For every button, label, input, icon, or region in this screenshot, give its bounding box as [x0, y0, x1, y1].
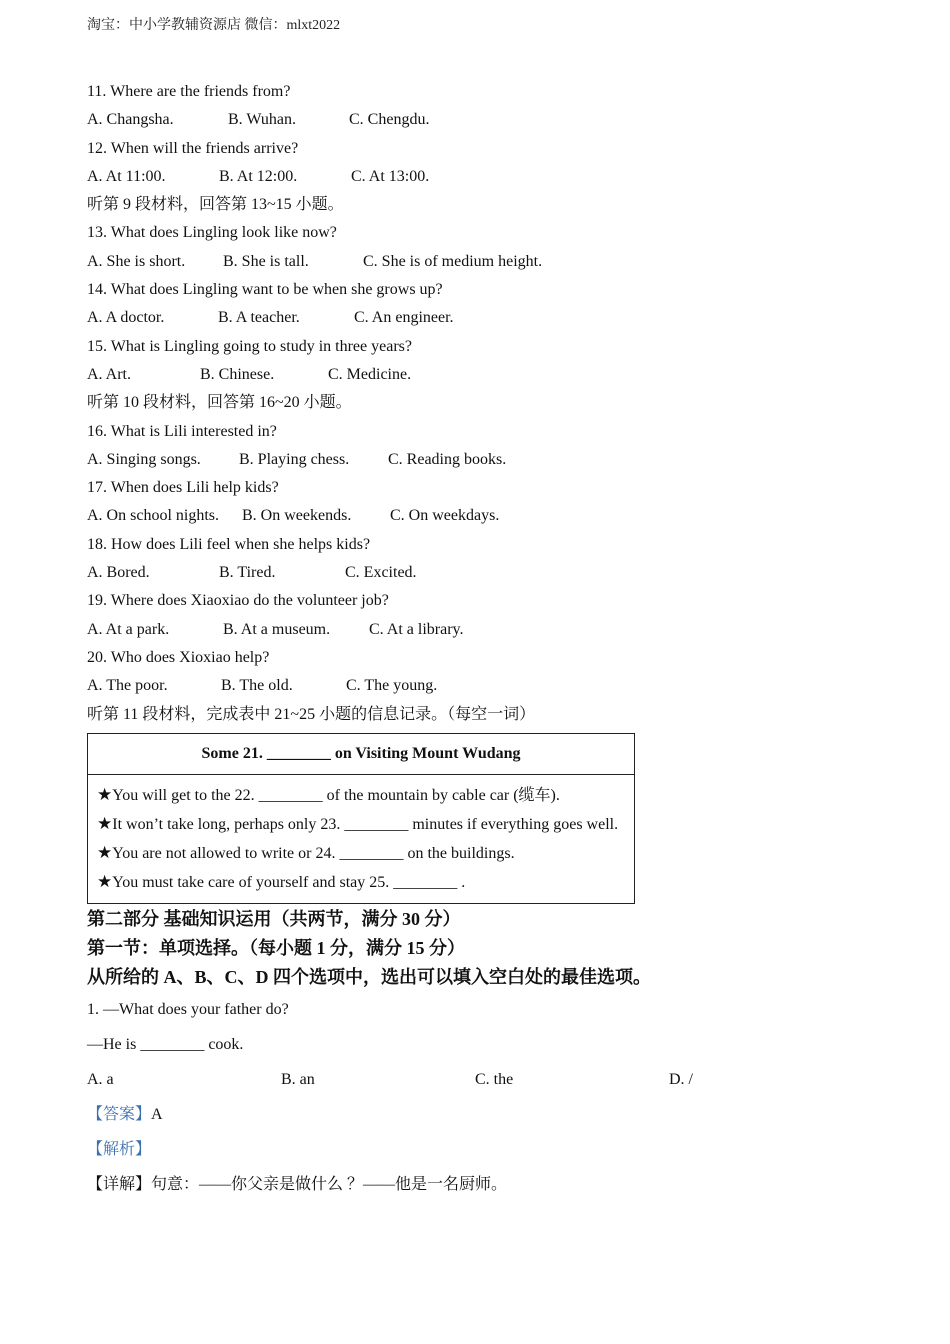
option-item: C. Chengdu.	[349, 111, 430, 129]
info-table	[87, 733, 635, 904]
option-item: C. At 13:00.	[351, 167, 430, 185]
question-line: 听第 9 段材料，回答第 13~15 小题。	[87, 196, 344, 214]
option-item: A. Changsha.	[87, 111, 174, 129]
star-icon: ★	[97, 784, 113, 805]
option-item: B. She is tall.	[223, 252, 309, 270]
star-icon: ★	[97, 871, 113, 892]
option-item: C. Medicine.	[328, 365, 412, 383]
question-line: 16. What is Lili interested in?	[87, 422, 277, 440]
question-options	[87, 1062, 887, 1097]
option-item: C. The young.	[346, 677, 438, 695]
question-line: 20. Who does Xioxiao help?	[87, 648, 270, 666]
option-item: A. Bored.	[87, 564, 150, 582]
option-d: D. /	[669, 1070, 693, 1088]
analysis-label: 【解析】	[87, 1140, 152, 1158]
detail-label: 【详解】	[87, 1175, 152, 1193]
star-icon: ★	[97, 813, 113, 834]
options-line	[87, 163, 887, 191]
options-line	[87, 446, 887, 474]
option-item: B. Playing chess.	[239, 450, 350, 468]
option-item: B. At 12:00.	[219, 167, 298, 185]
option-item: C. Excited.	[345, 564, 417, 582]
options-line	[87, 361, 887, 389]
option-item: B. On weekends.	[242, 507, 352, 525]
document-body	[87, 78, 887, 1202]
options-line	[87, 502, 887, 530]
option-item: A. A doctor.	[87, 309, 165, 327]
question-line: 19. Where does Xiaoxiao do the volunteer job?	[87, 592, 389, 610]
option-item: A. At 11:00.	[87, 167, 166, 185]
star-icon: ★	[97, 842, 113, 863]
table-row-text: You are not allowed to write or 24. ________ on the buildings.	[112, 844, 515, 862]
option-item: B. The old.	[221, 677, 293, 695]
option-a: A. a	[87, 1070, 114, 1088]
answer-line	[87, 1097, 887, 1132]
table-row	[97, 839, 625, 868]
table-row	[97, 868, 625, 897]
option-item: A. Singing songs.	[87, 450, 201, 468]
table-body	[88, 774, 635, 903]
option-item: A. Art.	[87, 365, 131, 383]
options-line	[87, 672, 887, 700]
option-item: A. She is short.	[87, 252, 186, 270]
option-item: C. On weekdays.	[390, 507, 500, 525]
option-item: C. Reading books.	[388, 450, 507, 468]
answer-value: A	[151, 1105, 163, 1123]
option-item: B. A teacher.	[218, 309, 300, 327]
options-line	[87, 616, 887, 644]
answer-label: 【答案】	[87, 1105, 152, 1123]
table-row	[97, 810, 625, 839]
instruction: 从所给的 A、B、C、D 四个选项中，选出可以填入空白处的最佳选项。	[87, 966, 651, 987]
options-line	[87, 304, 887, 332]
options-line	[87, 106, 887, 134]
table-title: Some 21. ________ on Visiting Mount Wudang	[88, 733, 635, 774]
table-row-text: You will get to the 22. ________ of the mountain by cable car (缆车).	[112, 786, 560, 804]
option-item: B. Wuhan.	[228, 111, 296, 129]
question-line: 18. How does Lili feel when she helps kids?	[87, 535, 371, 553]
option-item: C. She is of medium height.	[363, 252, 543, 270]
option-c: C. the	[475, 1070, 514, 1088]
option-item: B. Tired.	[219, 564, 276, 582]
part2-title: 第二部分 基础知识运用（共两节，满分 30 分）	[87, 908, 461, 929]
question-line: 听第 10 段材料，回答第 16~20 小题。	[87, 394, 352, 412]
detail-text: 句意：——你父亲是做什么 ？——他是一名厨师。	[151, 1175, 508, 1193]
option-item: A. The poor.	[87, 677, 168, 695]
question-line: 12. When will the friends arrive?	[87, 139, 299, 157]
detail-line	[87, 1167, 887, 1202]
table-row-text: You must take care of yourself and stay 25. ________ .	[112, 873, 466, 891]
question-line: 14. What does Lingling want to be when she grows up?	[87, 281, 443, 299]
option-item: A. At a park.	[87, 620, 170, 638]
options-line	[87, 248, 887, 276]
option-item: A. On school nights.	[87, 507, 219, 525]
question-stem: 1. —What does your father do?	[87, 1000, 289, 1018]
question-line: 15. What is Lingling going to study in three years?	[87, 337, 412, 355]
table-row-text: It won’t take long, perhaps only 23. ________ minutes if everything goes well.	[112, 815, 619, 833]
table-row	[97, 781, 625, 810]
option-b: B. an	[281, 1070, 315, 1088]
option-item: C. An engineer.	[354, 309, 454, 327]
option-item: B. At a museum.	[223, 620, 331, 638]
analysis-line	[87, 1132, 887, 1167]
page-header: 淘宝：中小学教辅资源店 微信：mlxt2022	[87, 18, 341, 33]
options-line	[87, 559, 887, 587]
question-reply: —He is ________ cook.	[87, 1035, 244, 1053]
listening-section	[87, 78, 887, 729]
option-item: B. Chinese.	[200, 365, 275, 383]
question-line: 11. Where are the friends from?	[87, 83, 291, 100]
section1-title: 第一节：单项选择。（每小题 1 分，满分 15 分）	[87, 937, 465, 958]
option-item: C. At a library.	[369, 620, 464, 638]
question-line: 听第 11 段材料，完成表中 21~25 小题的信息记录。（每空一词）	[87, 705, 536, 723]
question-line: 13. What does Lingling look like now?	[87, 224, 337, 242]
question-line: 17. When does Lili help kids?	[87, 479, 279, 497]
